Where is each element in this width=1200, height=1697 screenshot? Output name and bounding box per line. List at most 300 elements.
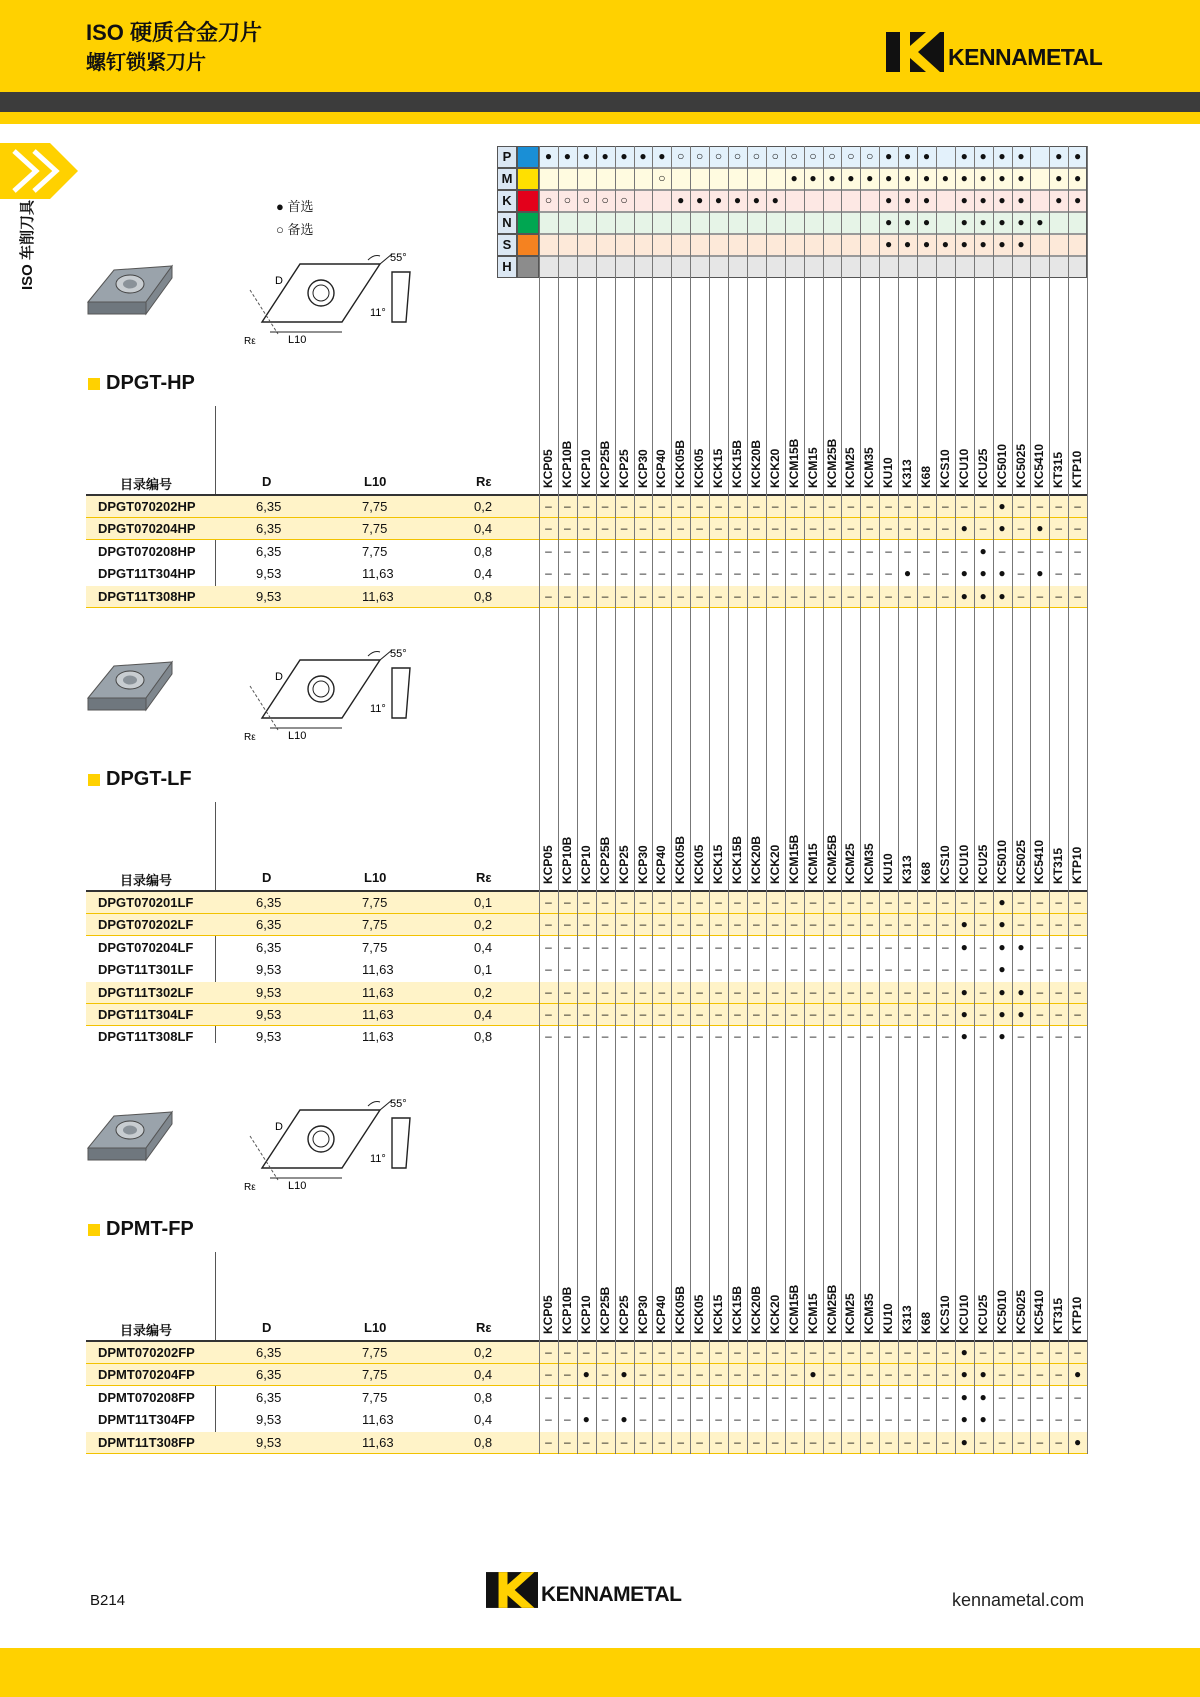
grade-label: KC5025 xyxy=(1013,443,1028,488)
grade-mark: ● xyxy=(809,1367,817,1382)
grade-mark: – xyxy=(771,984,779,999)
grade-mark: ● xyxy=(998,1029,1006,1044)
grade-label: KCK20B xyxy=(748,1285,763,1334)
grade-mark: – xyxy=(847,939,855,954)
material-mark: ● xyxy=(601,149,609,163)
grade-mark: – xyxy=(809,1345,817,1359)
material-mark: ● xyxy=(1017,193,1025,207)
grade-mark: – xyxy=(866,1367,874,1382)
grade-mark: – xyxy=(677,588,685,603)
catalog-number: DPGT11T308LF xyxy=(98,1029,194,1045)
grade-mark: – xyxy=(941,1007,949,1021)
grade-mark: – xyxy=(847,1029,855,1044)
footer-band xyxy=(0,1648,1200,1697)
material-mark: ● xyxy=(790,171,798,185)
grade-mark: – xyxy=(677,521,685,536)
grade-mark: – xyxy=(904,1412,911,1427)
grade-mark: – xyxy=(696,588,703,603)
grade-mark: – xyxy=(563,1029,571,1044)
material-mark: ● xyxy=(979,215,987,229)
grade-label: KCK20B xyxy=(748,835,763,884)
grade-label: KCS10 xyxy=(937,845,952,884)
grade-mark: – xyxy=(715,521,722,536)
grade-mark: – xyxy=(904,939,911,954)
grade-mark: – xyxy=(790,984,798,999)
grade-mark: – xyxy=(885,588,892,603)
grade-label: KCP10B xyxy=(559,440,574,488)
grade-mark: – xyxy=(885,543,892,558)
grade-mark: – xyxy=(1074,1412,1081,1427)
grade-mark: ● xyxy=(960,1007,968,1021)
material-mark: ○ xyxy=(582,193,590,207)
grade-mark: – xyxy=(923,521,930,536)
catalog-number: DPGT070208HP xyxy=(98,543,196,559)
svg-text:L10: L10 xyxy=(288,730,307,742)
material-mark: ● xyxy=(903,193,912,207)
l10-value: 7,75 xyxy=(362,917,388,933)
l10-header: L10 xyxy=(364,870,387,885)
grade-mark: – xyxy=(904,962,911,977)
grade-mark: – xyxy=(790,962,798,977)
re-value: 0,1 xyxy=(474,895,493,910)
material-mark: ● xyxy=(885,215,893,229)
grade-mark: ● xyxy=(903,566,912,581)
material-mark: ● xyxy=(1055,193,1063,207)
material-mark: ● xyxy=(1017,171,1025,185)
grade-mark: – xyxy=(828,1389,836,1404)
insert-drawing xyxy=(240,1096,420,1194)
d-value: 9,53 xyxy=(256,962,282,978)
grade-mark: – xyxy=(601,962,609,977)
grade-mark: – xyxy=(998,1389,1006,1404)
grade-mark: – xyxy=(563,939,571,954)
grade-mark: – xyxy=(771,917,779,932)
grade-mark: – xyxy=(752,1412,760,1427)
grade-mark: ● xyxy=(998,566,1006,581)
grade-label: KCU10 xyxy=(956,844,971,884)
re-value: 0,2 xyxy=(474,499,493,514)
grade-mark: – xyxy=(847,917,855,932)
grade-mark: – xyxy=(1017,1345,1025,1359)
grade-mark: – xyxy=(696,917,703,932)
grade-mark: – xyxy=(809,588,817,603)
grade-mark: ● xyxy=(960,1389,968,1404)
grade-mark: – xyxy=(582,543,590,558)
grade-mark: – xyxy=(904,1434,911,1449)
material-mark: ○ xyxy=(809,149,817,163)
grade-mark: – xyxy=(904,917,911,932)
svg-text:Rε: Rε xyxy=(244,336,256,347)
grade-mark: – xyxy=(1074,917,1081,932)
d-value: 6,35 xyxy=(256,521,282,537)
grade-column-line xyxy=(993,146,994,1454)
material-mark: ● xyxy=(1074,193,1082,207)
grade-mark: ● xyxy=(620,1412,628,1427)
grade-label: KCK05B xyxy=(673,1285,688,1334)
grade-mark: ● xyxy=(960,1412,968,1427)
grade-mark: – xyxy=(923,543,930,558)
grade-mark: – xyxy=(979,917,987,932)
grade-mark: – xyxy=(979,521,987,536)
grade-mark: – xyxy=(601,499,609,513)
insert-photo xyxy=(84,1108,176,1168)
grade-mark: – xyxy=(715,939,722,954)
grade-column-line xyxy=(974,146,975,1454)
grade-mark: – xyxy=(545,1345,552,1359)
grade-label: KCM25B xyxy=(824,834,839,884)
grade-mark: – xyxy=(847,521,855,536)
grade-mark: – xyxy=(790,566,798,581)
grade-mark: – xyxy=(847,962,855,977)
material-mark: ● xyxy=(714,193,723,207)
grade-mark: – xyxy=(752,895,760,909)
l10-header: L10 xyxy=(364,474,387,489)
grade-column-line xyxy=(747,146,748,1454)
material-mark: ● xyxy=(1055,149,1063,163)
grade-mark: – xyxy=(923,939,930,954)
grade-mark: – xyxy=(847,1412,855,1427)
d-value: 9,53 xyxy=(256,1412,282,1428)
grade-mark: – xyxy=(790,1367,798,1382)
grade-mark: ● xyxy=(960,566,968,581)
re-value: 0,8 xyxy=(474,588,493,604)
grade-mark: – xyxy=(677,1367,685,1382)
section-title: DPMT-FP xyxy=(88,1218,194,1241)
l10-value: 7,75 xyxy=(362,939,388,955)
grade-mark: – xyxy=(563,917,571,932)
grade-mark: – xyxy=(752,499,760,513)
material-mark: ● xyxy=(885,237,893,251)
grade-mark: – xyxy=(1036,939,1044,954)
grade-mark: – xyxy=(696,1389,703,1404)
grade-mark: – xyxy=(658,1007,666,1021)
grade-mark: – xyxy=(620,543,628,558)
grade-mark: – xyxy=(1055,1367,1063,1382)
grade-mark: – xyxy=(734,521,741,536)
re-value: 0,8 xyxy=(474,1389,493,1405)
grade-mark: – xyxy=(677,962,685,977)
grade-mark: – xyxy=(696,543,703,558)
kennametal-k-icon xyxy=(886,32,944,72)
grade-mark: – xyxy=(885,1367,892,1382)
grade-label: KCM15B xyxy=(786,438,801,488)
grade-label: KCM25 xyxy=(843,1293,858,1334)
grade-mark: – xyxy=(1074,1007,1081,1021)
grade-mark: – xyxy=(620,917,628,932)
d-header: D xyxy=(262,870,272,885)
grade-mark: – xyxy=(790,939,798,954)
grade-mark: – xyxy=(752,1029,760,1044)
material-mark: ○ xyxy=(752,149,760,163)
grade-mark: – xyxy=(734,895,741,909)
grade-mark: – xyxy=(1017,566,1025,581)
grade-mark: – xyxy=(658,939,666,954)
grade-label: KCM35 xyxy=(862,447,877,488)
grade-label: KCK05 xyxy=(692,1294,707,1334)
grade-column-line xyxy=(860,146,861,1454)
grade-mark: – xyxy=(1036,1412,1044,1427)
grade-mark: – xyxy=(715,543,722,558)
grade-mark: – xyxy=(1017,1412,1025,1427)
svg-text:Rε: Rε xyxy=(244,732,256,743)
material-mark: ● xyxy=(998,193,1006,207)
grade-mark: ● xyxy=(979,1389,987,1404)
catalog-number: DPGT11T302LF xyxy=(98,984,194,1000)
re-value: 0,4 xyxy=(474,1412,493,1428)
material-mark: ● xyxy=(847,171,855,185)
grade-label: KC5010 xyxy=(994,443,1009,488)
grade-mark: – xyxy=(734,917,741,932)
grade-mark: – xyxy=(734,962,741,977)
grade-mark: – xyxy=(658,588,666,603)
grade-mark: – xyxy=(639,939,647,954)
website-link[interactable]: kennametal.com xyxy=(952,1590,1085,1610)
material-mark: ● xyxy=(677,193,685,207)
grade-mark: – xyxy=(658,566,666,581)
grade-mark: – xyxy=(979,984,987,999)
grade-mark: – xyxy=(809,984,817,999)
grade-mark: – xyxy=(866,917,874,932)
grade-label: KCP25 xyxy=(616,449,631,488)
grade-mark: – xyxy=(563,1434,571,1449)
grade-mark: – xyxy=(847,984,855,999)
grade-mark: – xyxy=(734,1029,741,1044)
grade-mark: – xyxy=(1055,588,1063,603)
grade-label: KCP05 xyxy=(541,449,555,488)
material-mark: ● xyxy=(903,215,912,229)
grade-mark: – xyxy=(809,1029,817,1044)
svg-text:11°: 11° xyxy=(370,1153,386,1165)
svg-text:55°: 55° xyxy=(390,252,407,264)
grade-mark: – xyxy=(677,984,685,999)
d-header: D xyxy=(262,1320,272,1335)
legend-preferred: ● 首选 xyxy=(276,199,314,214)
grade-label: KCM25B xyxy=(824,438,839,488)
grade-mark: ● xyxy=(960,1367,968,1382)
grade-mark: – xyxy=(885,1434,892,1449)
svg-text:D: D xyxy=(275,275,283,287)
grade-label: KCP05 xyxy=(541,1295,555,1334)
grade-label: KCK20 xyxy=(767,844,782,884)
grade-mark: – xyxy=(866,1029,874,1044)
grade-mark: – xyxy=(545,1412,552,1427)
grade-mark: – xyxy=(1055,962,1063,977)
grade-mark: – xyxy=(696,1434,703,1449)
grade-label: KCK05B xyxy=(673,439,688,488)
grade-mark: – xyxy=(677,566,685,581)
grade-label: K313 xyxy=(900,459,915,488)
grade-mark: – xyxy=(620,499,628,513)
grade-column-line xyxy=(634,146,635,1454)
grade-mark: – xyxy=(1074,499,1081,513)
material-mark: ● xyxy=(960,171,968,185)
grade-mark: – xyxy=(658,521,666,536)
grade-mark: – xyxy=(979,1007,987,1021)
grade-mark: – xyxy=(809,917,817,932)
grade-label: KCP10B xyxy=(559,1286,574,1334)
grade-mark: – xyxy=(960,895,968,909)
grade-label: KT315 xyxy=(1051,847,1066,884)
grade-mark: – xyxy=(771,1434,779,1449)
grade-mark: – xyxy=(941,1345,949,1359)
grade-mark: – xyxy=(885,1007,892,1021)
grade-mark: – xyxy=(1017,499,1025,513)
grade-mark: – xyxy=(885,499,892,513)
grade-label: KTP10 xyxy=(1070,450,1085,488)
grade-mark: – xyxy=(582,917,590,932)
grade-label: KCK15 xyxy=(711,448,726,488)
grade-mark: – xyxy=(828,895,836,909)
d-value: 6,35 xyxy=(256,917,282,933)
grade-mark: – xyxy=(658,917,666,932)
material-mark: ● xyxy=(979,193,987,207)
insert-photo xyxy=(84,262,176,322)
grade-mark: – xyxy=(1055,543,1063,558)
grade-mark: – xyxy=(734,1007,741,1021)
re-value: 0,4 xyxy=(474,1007,493,1022)
grade-mark: – xyxy=(1055,1412,1063,1427)
grade-label: KU10 xyxy=(881,1303,896,1334)
l10-value: 7,75 xyxy=(362,1345,388,1360)
material-mark: ● xyxy=(960,237,968,251)
l10-header: L10 xyxy=(364,1320,387,1335)
grade-column-line xyxy=(709,146,710,1454)
grade-mark: – xyxy=(828,521,836,536)
grade-mark: – xyxy=(620,962,628,977)
material-label: K xyxy=(502,193,512,208)
d-value: 6,35 xyxy=(256,1345,282,1360)
grade-column-line xyxy=(671,146,672,1454)
catalog-number: DPGT070204LF xyxy=(98,939,194,955)
grade-mark: – xyxy=(639,1345,647,1359)
grade-mark: – xyxy=(601,1434,609,1449)
grade-mark: – xyxy=(941,588,949,603)
grade-mark: – xyxy=(885,895,892,909)
material-mark: ● xyxy=(639,149,647,163)
grade-label: KCP30 xyxy=(635,1295,650,1334)
grade-label: KCM35 xyxy=(862,1293,877,1334)
grade-label: KCK05B xyxy=(673,835,688,884)
grade-mark: ● xyxy=(998,939,1006,954)
grade-label: KCM35 xyxy=(862,843,877,884)
grade-mark: – xyxy=(923,499,930,513)
grade-label: KCP25B xyxy=(597,440,612,488)
grade-mark: – xyxy=(639,1367,647,1382)
catalog-header: 目录编号 xyxy=(120,477,173,492)
grade-mark: – xyxy=(960,962,968,977)
page-subtitle: 螺钉锁紧刀片 xyxy=(86,52,206,74)
material-mark: ● xyxy=(960,215,968,229)
grade-mark: – xyxy=(941,1389,949,1404)
grade-label: KCP10 xyxy=(578,1295,593,1334)
grade-mark: – xyxy=(639,1434,647,1449)
grade-mark: – xyxy=(658,1029,666,1044)
material-mark: ● xyxy=(922,149,931,163)
d-value: 6,35 xyxy=(256,895,282,910)
grade-mark: – xyxy=(847,895,855,909)
catalog-header: 目录编号 xyxy=(120,873,173,888)
material-mark: ○ xyxy=(828,149,836,163)
grade-column-line xyxy=(652,146,653,1454)
grade-mark: ● xyxy=(998,962,1006,977)
grade-mark: – xyxy=(809,1412,817,1427)
grade-mark: – xyxy=(941,566,949,581)
grade-mark: – xyxy=(563,588,571,603)
grade-mark: – xyxy=(620,1434,628,1449)
grade-label: KCM15 xyxy=(805,447,820,488)
svg-text:Rε: Rε xyxy=(244,1182,256,1193)
grade-mark: – xyxy=(620,1389,628,1404)
catalog-header: 目录编号 xyxy=(120,1323,173,1338)
grade-mark: ● xyxy=(960,1434,968,1449)
catalog-number: DPMT070204FP xyxy=(98,1367,195,1383)
re-value: 0,2 xyxy=(474,917,493,933)
material-mark: ● xyxy=(1055,171,1063,185)
material-mark: ○ xyxy=(714,149,723,163)
grade-mark: – xyxy=(734,499,741,513)
grade-mark: – xyxy=(620,588,628,603)
material-mark: ○ xyxy=(866,149,874,163)
grade-mark: – xyxy=(545,499,552,513)
grade-mark: – xyxy=(639,895,647,909)
grade-mark: – xyxy=(885,1345,892,1359)
grade-column-line xyxy=(823,146,824,1454)
d-value: 9,53 xyxy=(256,1434,282,1450)
grade-mark: – xyxy=(545,984,552,999)
insert-drawing xyxy=(240,250,420,348)
grade-mark: – xyxy=(809,543,817,558)
material-mark: ● xyxy=(941,171,949,185)
grade-mark: – xyxy=(639,1029,647,1044)
grade-label: KCP30 xyxy=(635,449,650,488)
grade-mark: ● xyxy=(998,917,1006,932)
grade-mark: – xyxy=(1074,939,1081,954)
grade-mark: – xyxy=(941,1434,949,1449)
grade-mark: – xyxy=(1055,1345,1063,1359)
grade-mark: – xyxy=(734,1367,741,1382)
grade-mark: – xyxy=(563,499,571,513)
grade-mark: – xyxy=(752,1389,760,1404)
grade-mark: ● xyxy=(979,588,987,603)
grade-label: KCK15 xyxy=(711,1294,726,1334)
grade-mark: – xyxy=(601,1345,609,1359)
section-title: DPGT-LF xyxy=(88,768,192,791)
grade-mark: – xyxy=(1036,1029,1044,1044)
grade-mark: ● xyxy=(960,521,968,536)
grade-mark: – xyxy=(1055,566,1063,581)
l10-value: 11,63 xyxy=(362,1007,394,1022)
grade-mark: – xyxy=(1055,1007,1063,1021)
grade-mark: – xyxy=(885,962,892,977)
grade-label: KCP40 xyxy=(654,1295,669,1334)
grade-column-line xyxy=(785,146,786,1454)
grade-column-line xyxy=(615,146,616,1454)
grade-mark: ● xyxy=(960,917,968,932)
grade-mark: ● xyxy=(998,984,1006,999)
grade-mark: – xyxy=(545,588,552,603)
grade-mark: – xyxy=(752,1367,760,1382)
grade-label: KU10 xyxy=(881,853,896,884)
grade-mark: ● xyxy=(1017,984,1025,999)
legend-alternate: ○ 备选 xyxy=(276,222,314,237)
grade-column-line xyxy=(1087,146,1088,1454)
grade-mark: – xyxy=(866,939,874,954)
grade-mark: – xyxy=(545,917,552,932)
grade-label: KC5410 xyxy=(1032,839,1047,884)
grade-mark: – xyxy=(582,1434,590,1449)
grade-mark: – xyxy=(941,939,949,954)
svg-text:L10: L10 xyxy=(288,334,307,346)
